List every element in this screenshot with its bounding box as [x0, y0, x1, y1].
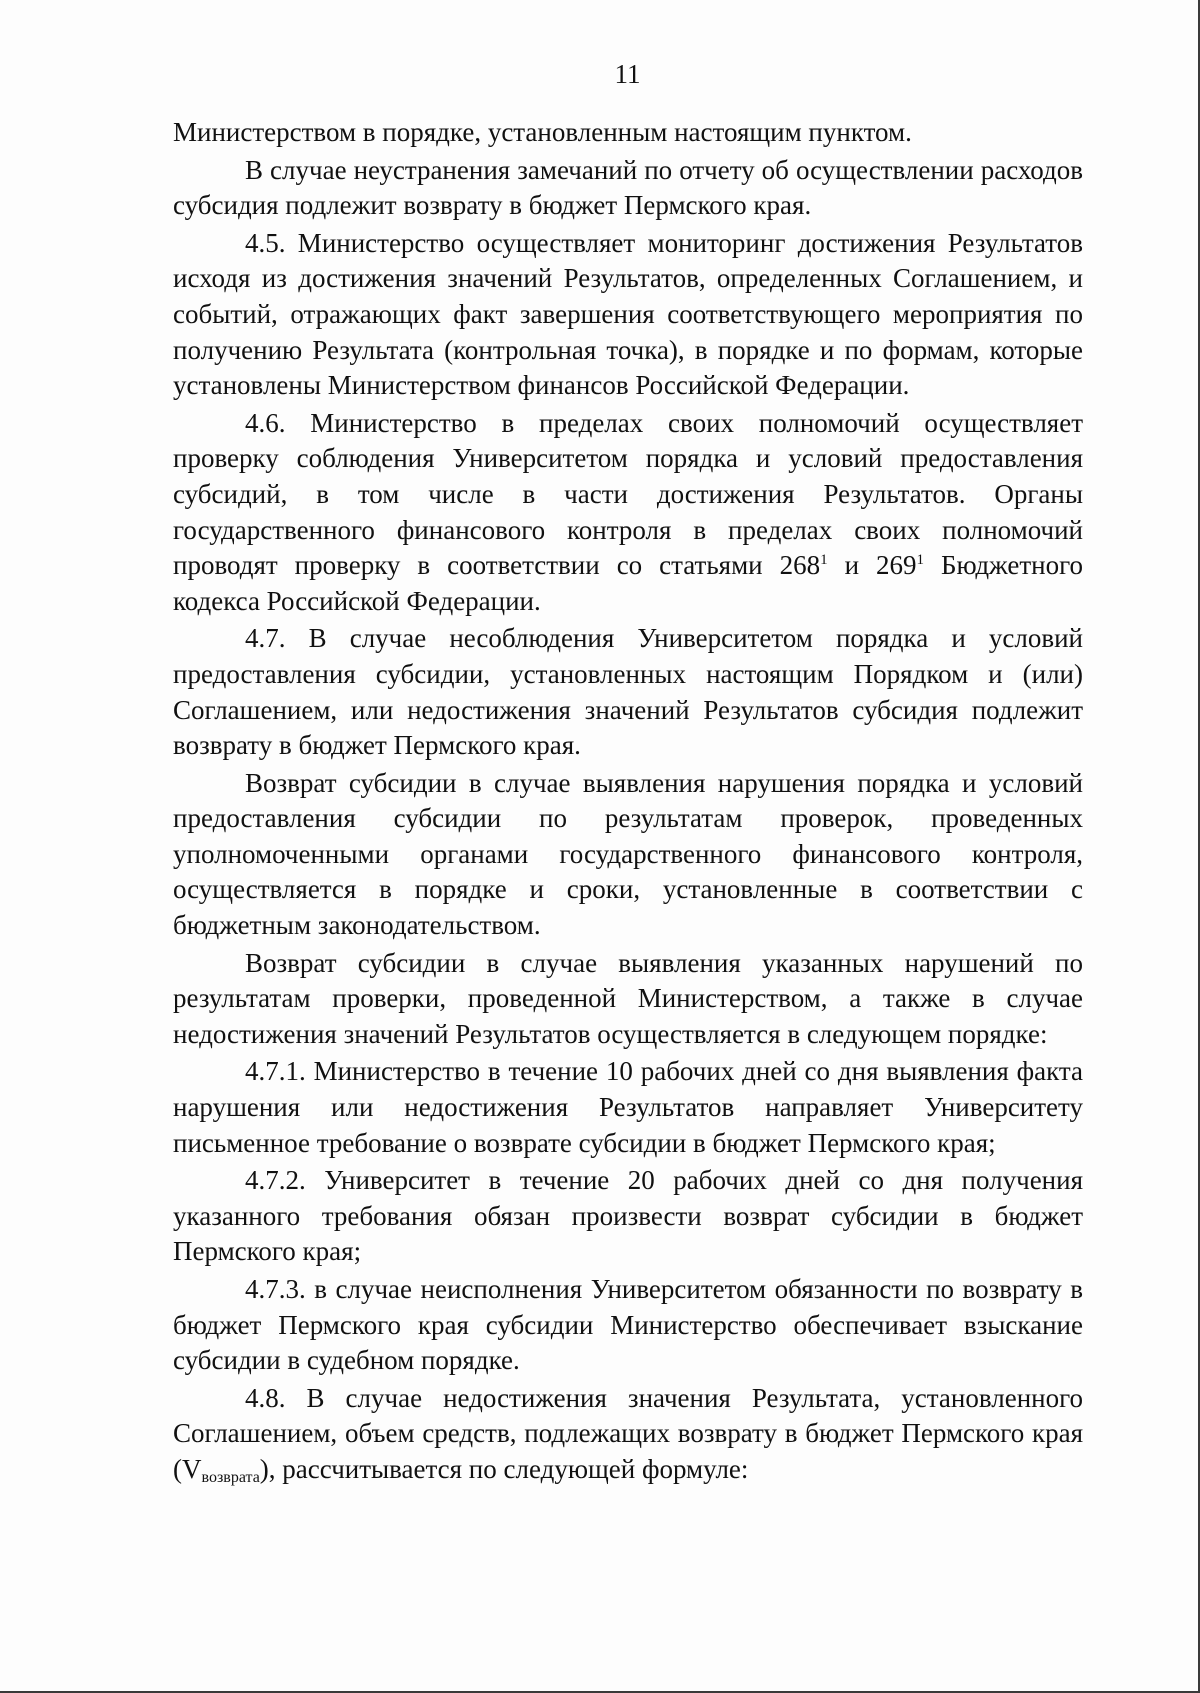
paragraph-4-8-text-a: 4.8. В случае недостижения значения Результата, установленного Соглашением, объем средств, подлежащих возврату в бюджет Пермского края (V	[173, 1382, 1083, 1484]
paragraph-4-6-text-a: 4.6. Министерство в пределах своих полномочий осуществляет проверку соблюдения Университетом порядка и условий предоставления субсидий, в том числе в части достижения Результатов. Органы государственного финансового контроля в пределах своих полномочий проводят проверку в соответствии со статьями 268	[173, 407, 1083, 581]
paragraph-continuation: Министерством в порядке, установленным настоящим пунктом.	[173, 117, 912, 147]
superscript-269: 1	[916, 552, 925, 569]
paragraph-4-7-1: 4.7.1. Министерство в течение 10 рабочих дней со дня выявления факта нарушения или недостижения Результатов направляет Университету письменное требование о возврате субсидии в бюджет Пермского края;	[173, 1056, 1083, 1158]
page-number: 11	[614, 59, 641, 89]
paragraph-return-ministry: Возврат субсидии в случае выявления указанных нарушений по результатам проверки, проведенной Министерством, а также в случае недостижения значений Результатов осуществляется в следующем порядке:	[173, 947, 1083, 1049]
paragraph-4-8-text-b: ), рассчитывается по следующей формуле:	[259, 1453, 749, 1484]
paragraph-4-7-2: 4.7.2. Университет в течение 20 рабочих дней со дня получения указанного требования обязан произвести возврат субсидии в бюджет Пермского края;	[173, 1165, 1083, 1267]
superscript-268: 1	[820, 552, 828, 569]
paragraph-return-control: Возврат субсидии в случае выявления нарушения порядка и условий предоставления субсидии по результатам проверок, проведенных уполномоченными органами государственного финансового контроля, осуществляется в порядке и сроки, установленные в соответствии с бюджетным законодательством.	[173, 767, 1083, 941]
paragraph-4-7: 4.7. В случае несоблюдения Университетом порядка и условий предоставления субсидии, установленных настоящим Порядком и (или) Соглашением, или недостижения значений Результатов субсидия подлежит возврату в бюджет Пермского края.	[173, 623, 1083, 761]
paragraph-remarks: В случае неустранения замечаний по отчету об осуществлении расходов субсидия подлежит возврату в бюджет Пермского края.	[173, 154, 1083, 221]
document-body	[173, 115, 1083, 1488]
paragraph-4-5: 4.5. Министерство осуществляет мониторинг достижения Результатов исходя из достижения значений Результатов, определенных Соглашением, и событий, отражающих факт завершения соответствующего мероприятия по получению Результата (контрольная точка), в порядке и по формам, которые установлены Министерством финансов Российской Федерации.	[173, 227, 1083, 401]
subscript-vozvrata: возврата	[201, 1468, 260, 1486]
paragraph-4-8	[173, 1381, 1083, 1488]
paragraph-4-7-3: 4.7.3. в случае неисполнения Университетом обязанности по возврату в бюджет Пермского края субсидии Министерство обеспечивает взыскание субсидии в судебном порядке.	[173, 1274, 1083, 1376]
paragraph-4-6	[173, 406, 1083, 620]
paragraph-4-6-text-c: Бюджетного кодекса Российской Федерации.	[173, 550, 1083, 616]
paragraph-4-6-text-b: и 269	[827, 550, 917, 581]
